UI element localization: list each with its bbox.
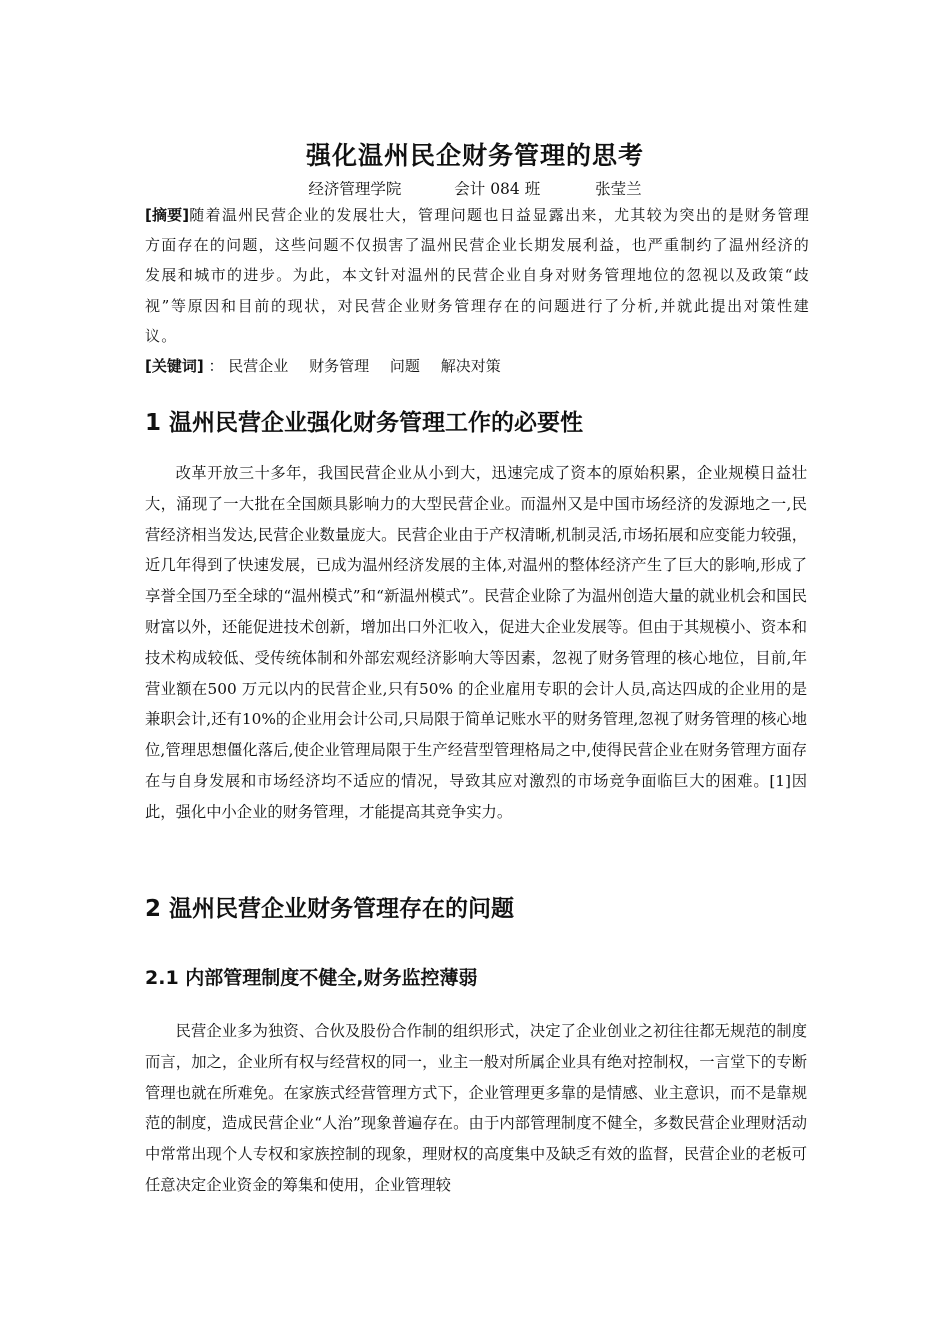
- class-name: 会计 084 班: [454, 180, 541, 198]
- author-name: 张莹兰: [595, 180, 642, 198]
- abstract-text: 随着温州民营企业的发展壮大，管理问题也日益显露出来，尤其较为突出的是财务管理方面存在的问题，这些问题不仅损害了温州民营企业长期发展利益，也严重制约了温州经济的发展和城市的进步。为此，本文针对温州的民营企业自身对财务管理地位的忽视以及政策“歧视”等原因和目前的现状，对民营企业财务管理存在的问题进行了分析,并就此提出对策性建议。: [145, 206, 811, 345]
- section-1-paragraph: 改革开放三十多年，我国民营企业从小到大，迅速完成了资本的原始积累，企业规模日益壮大，涌现了一大批在全国颇具影响力的大型民营企业。而温州又是中国市场经济的发源地之一,民营经济相当发达,民营企业数量庞大。民营企业由于产权清晰,机制灵活,市场拓展和应变能力较强，近几年得到了快速发展，已成为温州经济发展的主体,对温州的整体经济产生了巨大的影响,形成了享誉全国乃至全球的“温州模式”和“新温州模式”。民营企业除了为温州创造大量的就业机会和国民财富以外，还能促进技术创新，增加出口外汇收入，促进大企业发展等。但由于其规模小、资本和技术构成较低、受传统体制和外部宏观经济影响大等因素，忽视了财务管理的核心地位，目前,年营业额在500 万元以内的民营企业,只有50% 的企业雇用专职的会计人员,高达四成的企业用的是兼职会计,还有10%的企业用会计公司,只局限于简单记账水平的财务管理,忽视了财务管理的核心地位,管理思想僵化落后,使企业管理局限于生产经营型管理格局之中,使得民营企业在财务管理方面存在与自身发展和市场经济均不适应的情况，导致其应对激烈的市场竞争面临巨大的困难。[1]因此，强化中小企业的财务管理，才能提高其竞争实力。: [145, 464, 807, 821]
- keyword: 民营企业: [228, 357, 289, 375]
- keywords: [145, 352, 810, 380]
- abstract: [145, 200, 810, 351]
- section-heading-2: 2 温州民营企业财务管理存在的问题: [145, 896, 515, 922]
- keywords-separator: ：: [208, 357, 224, 375]
- keyword: 财务管理: [309, 357, 370, 375]
- paper-title: 强化温州民企财务管理的思考: [305, 141, 644, 170]
- school-name: 经济管理学院: [308, 180, 402, 198]
- keywords-label: [关键词]: [145, 357, 204, 375]
- section-heading-1: 1 温州民营企业强化财务管理工作的必要性: [145, 410, 584, 436]
- section-2-1-paragraph: 民营企业多为独资、合伙及股份合作制的组织形式，决定了企业创业之初往往都无规范的制度而言，加之，企业所有权与经营权的同一，业主一般对所属企业具有绝对控制权，一言堂下的专断管理也就在所难免。在家族式经营管理方式下，企业管理更多靠的是情感、业主意识，而不是靠规范的制度，造成民营企业“人治”现象普遍存在。由于内部管理制度不健全，多数民营企业理财活动中常常出现个人专权和家族控制的现象，理财权的高度集中及缺乏有效的监督，民营企业的老板可任意决定企业资金的筹集和使用，企业管理较: [145, 1022, 807, 1194]
- keyword: 问题: [389, 357, 420, 375]
- keyword: 解决对策: [440, 357, 501, 375]
- subsection-heading-2-1: 2.1 内部管理制度不健全,财务监控薄弱: [145, 967, 478, 989]
- abstract-label: [摘要]: [145, 206, 190, 224]
- author-byline: [0, 177, 950, 199]
